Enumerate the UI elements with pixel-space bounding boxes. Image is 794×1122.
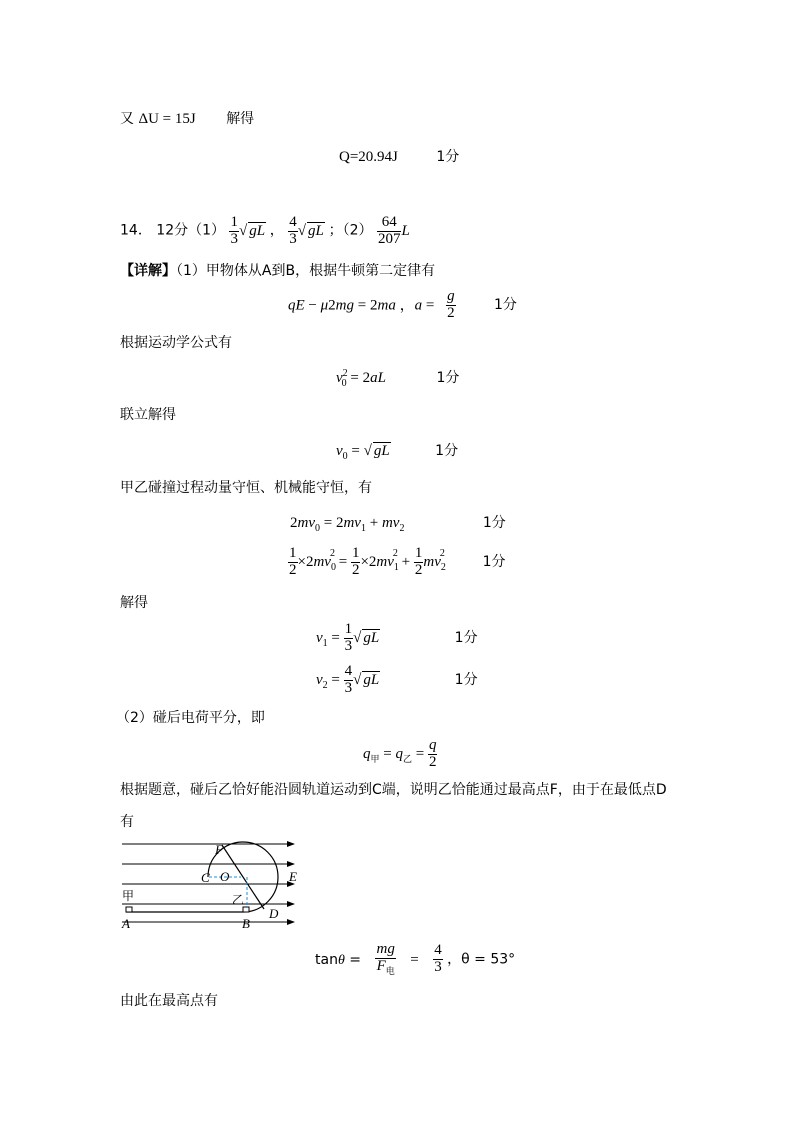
- eq-delta-u: ΔU = 15J: [138, 111, 196, 127]
- label-c: C: [201, 870, 210, 885]
- label-jia: 甲: [122, 889, 135, 903]
- q14-header: [120, 215, 410, 248]
- detail-line: [120, 260, 435, 280]
- eq-charge-split: $q_甲 = q_乙$ = $\frac{q}{2}$: [363, 737, 437, 770]
- line-delta-u: [120, 108, 254, 128]
- label-a: A: [122, 916, 130, 931]
- text-combine: 联立解得: [120, 407, 176, 423]
- q14-ans3: $\frac{64}{207}$ L: [377, 214, 410, 247]
- q14-ans1: $\frac{1}{3}$ √ gL: [230, 214, 266, 247]
- eq-newton: qE − μ2mg = 2ma ，a = $\frac{g}{2}$ 1分: [288, 288, 517, 321]
- text-jiede: 解得: [226, 111, 255, 127]
- eq-energy: $\frac{1}{2}$ $\times 2mv_0^2$ = $\frac{1}{2}$ $\times 2mv_1^2$ + $\frac{1}{2}$ $mv_2^2$ 1分: [289, 545, 506, 578]
- eq-v0: $v_0$ = √ gL 1分: [336, 443, 459, 462]
- score-7: 1分: [454, 629, 478, 646]
- score-6: 1分: [482, 553, 506, 570]
- eq-tan-theta: tanθ = $\frac{mg}{F_电}$ = $\frac{4}{3}$ ，θ = 53°: [315, 941, 516, 977]
- label-yi: 乙: [232, 893, 245, 907]
- text-you: 又: [120, 111, 134, 127]
- q14-ans2: $\frac{4}{3}$ √ gL: [289, 214, 324, 247]
- text-theta-value: ，θ = 53°: [447, 951, 516, 968]
- score-8: 1分: [454, 671, 478, 688]
- eq-v1: $v_1$ = $\frac{1}{3}$ √ gL 1分: [316, 621, 478, 654]
- eq-v2: $v_2$ = $\frac{4}{3}$ √ gL 1分: [316, 663, 478, 696]
- label-e: E: [289, 869, 297, 884]
- text-top-point: 由此在最高点有: [120, 993, 218, 1009]
- text-kinematics: 根据运动学公式有: [120, 335, 232, 351]
- block-b: [243, 907, 249, 912]
- text-condition-2: 有: [120, 814, 134, 830]
- q14-points: 12分（1）: [156, 222, 226, 239]
- eq-q-value: Q=20.94J: [339, 149, 398, 165]
- line-q-result: [339, 146, 459, 166]
- eq-v0-squared: $v_{20} = 2aL$ 1分: [336, 368, 460, 389]
- score-4: 1分: [435, 443, 459, 459]
- score-1: 1分: [436, 149, 460, 165]
- q14-comma: ，: [269, 222, 284, 239]
- label-f: F: [215, 842, 223, 857]
- label-b: B: [242, 916, 250, 931]
- detail-label: 【详解】: [120, 263, 176, 279]
- q14-semicolon: ；（2）: [328, 222, 373, 239]
- eq-momentum: $2mv_0 = 2mv_1 + mv_2$ 1分: [290, 515, 506, 534]
- q14-number: 14．: [120, 222, 152, 239]
- block-a: [126, 907, 132, 912]
- track-diagram: [118, 836, 308, 932]
- text-part2: （2）碰后电荷平分，即: [116, 710, 265, 726]
- text-collision: 甲乙碰撞过程动量守恒、机械能守恒，有: [120, 480, 372, 496]
- label-o: O: [220, 869, 230, 884]
- score-3: 1分: [436, 370, 460, 386]
- score-5: 1分: [482, 515, 506, 531]
- label-d: D: [269, 906, 279, 921]
- text-solve: 解得: [120, 595, 148, 611]
- text-condition: 根据题意，碰后乙恰好能沿圆轨道运动到C端，说明乙恰能通过最高点F，由于在最低点D: [120, 782, 667, 798]
- detail-text: （1）甲物体从A到B，根据牛顿第二定律有: [176, 263, 436, 279]
- score-2: 1分: [494, 297, 517, 314]
